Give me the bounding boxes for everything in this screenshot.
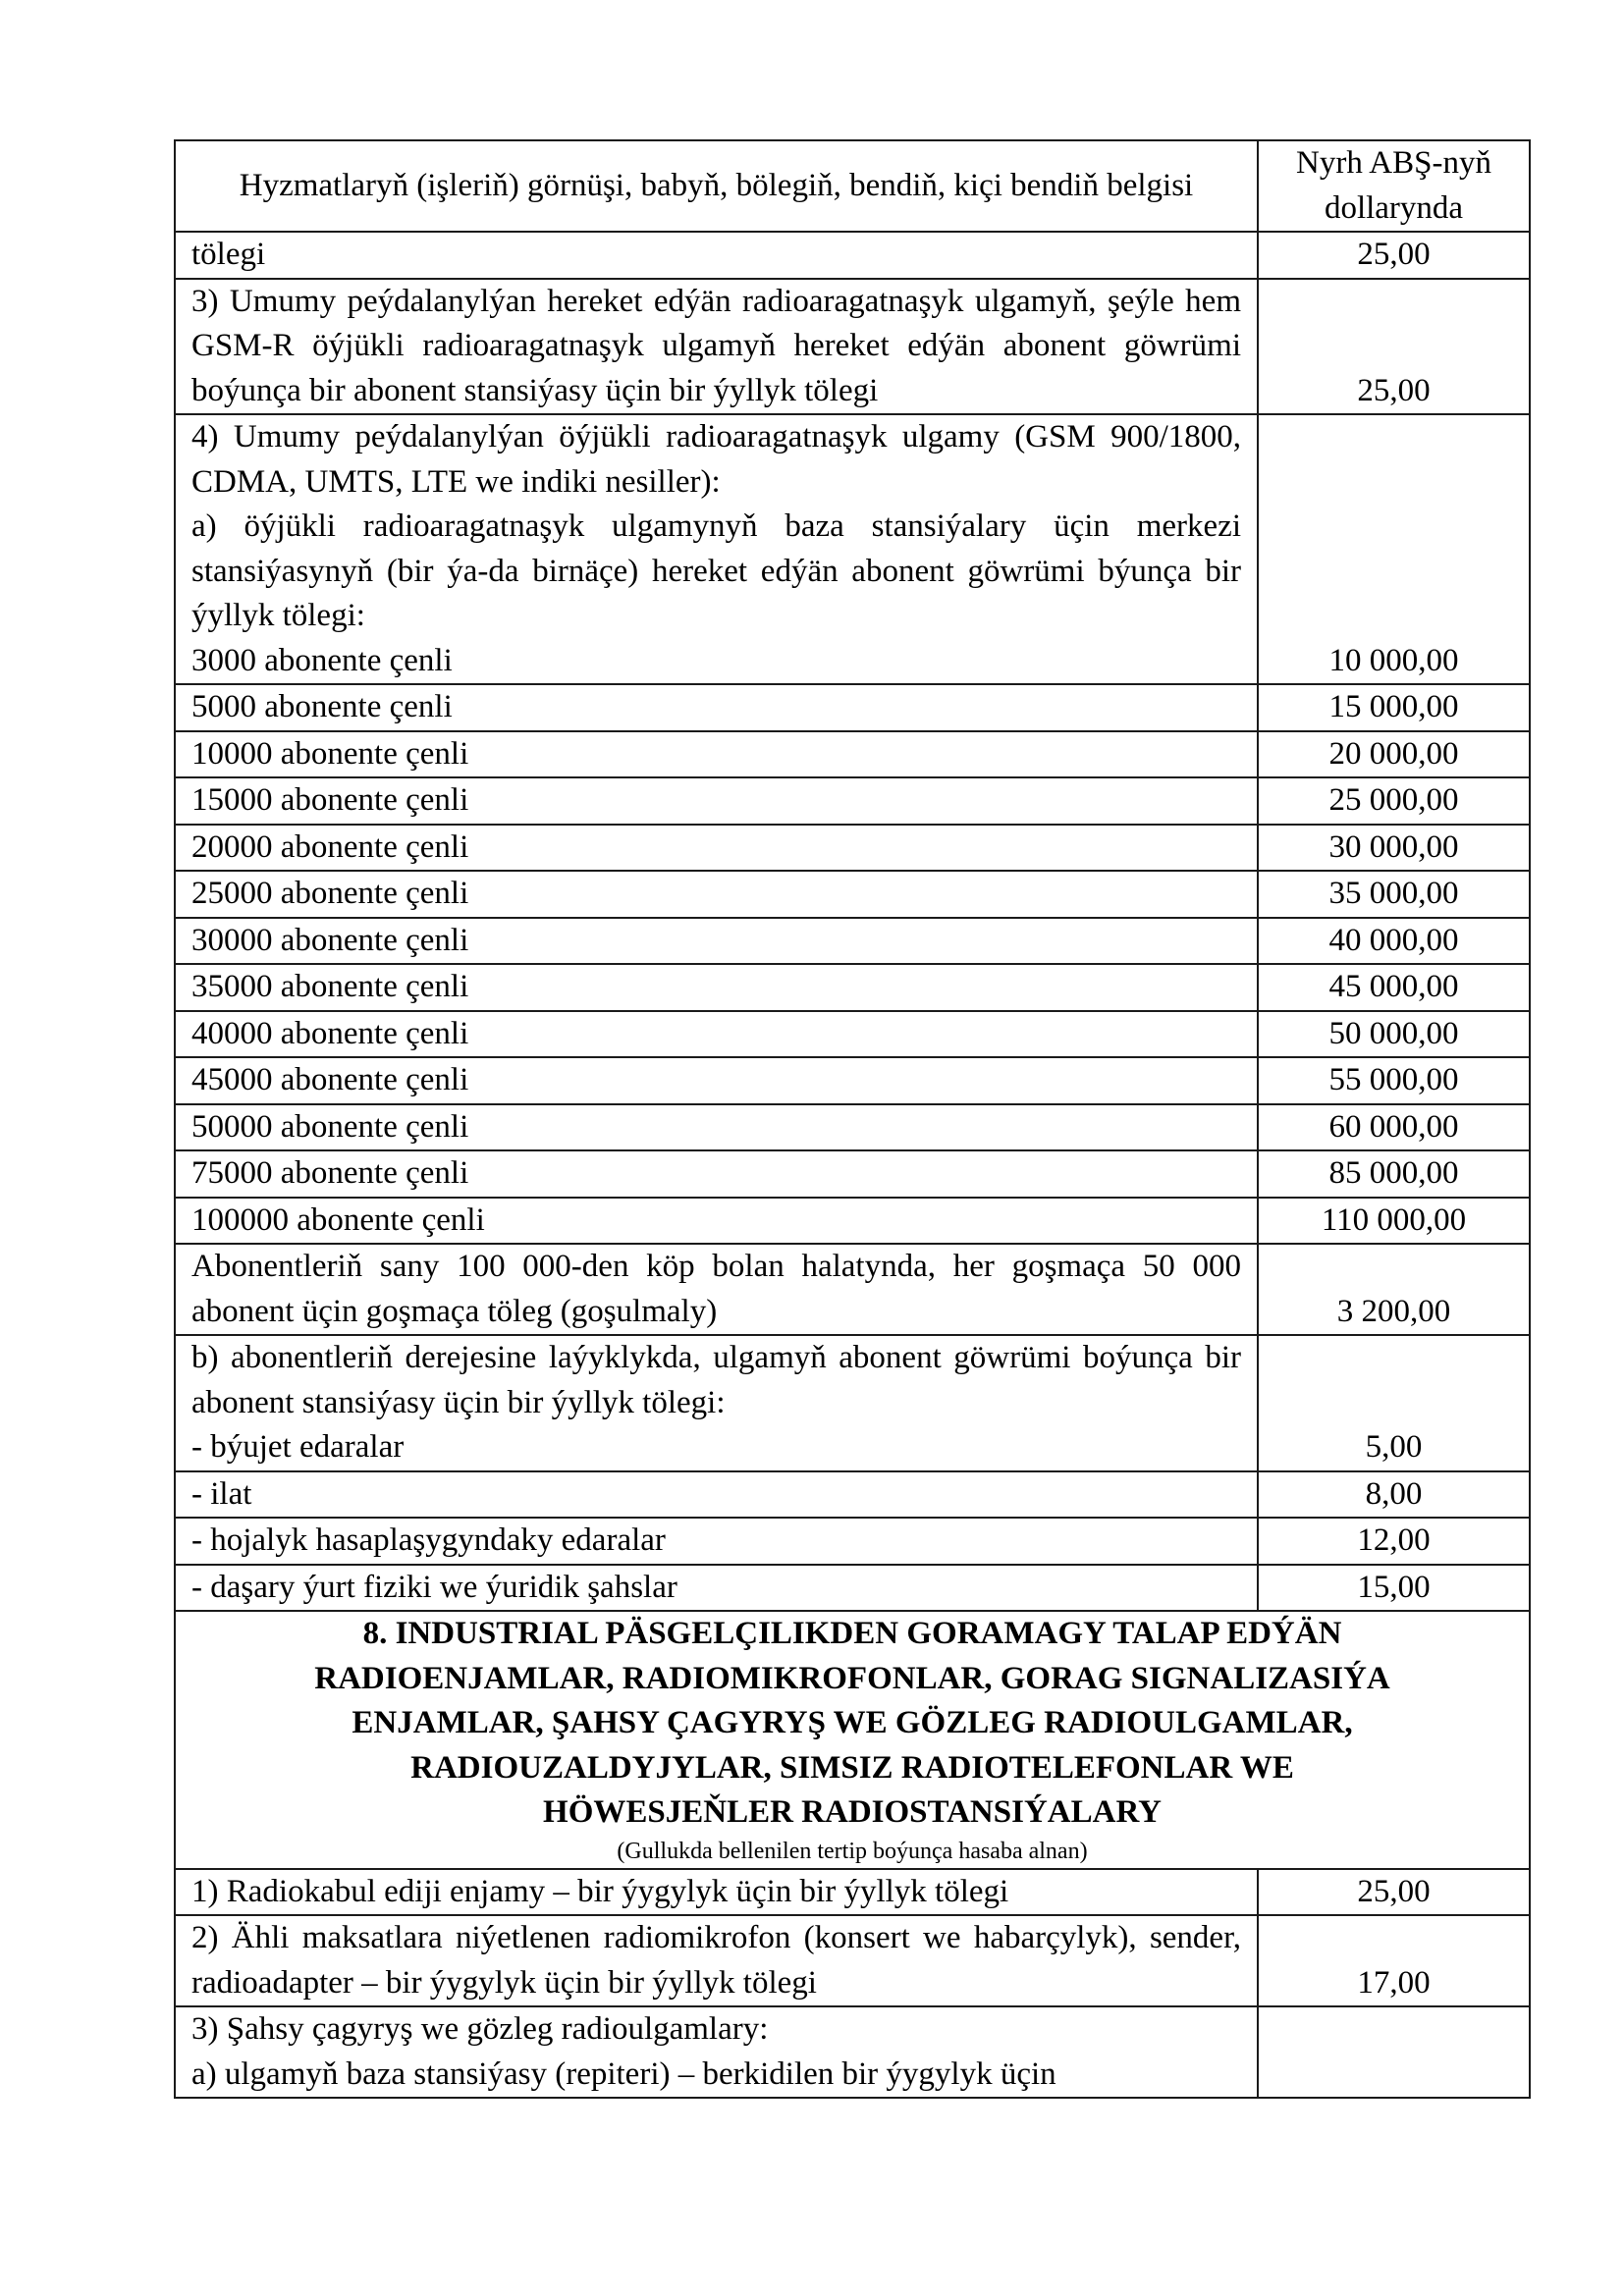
row-description — [175, 1104, 1258, 1151]
row-description — [175, 1057, 1258, 1104]
row-description — [175, 871, 1258, 918]
description-paragraph: - býujet edaralar — [191, 1429, 405, 1465]
header-description: Hyzmatlaryň (işleriň) görnüşi, babyň, bölegiň, bendiň, kiçi bendiň belgisi — [175, 140, 1258, 232]
description-paragraph: 40000 abonente çenli — [191, 1015, 469, 1051]
row-price: 25,00 — [1258, 1869, 1530, 1916]
row-description — [175, 1011, 1258, 1058]
table-row — [175, 279, 1530, 415]
row-price: 15 000,00 — [1258, 684, 1530, 731]
row-price: 55 000,00 — [1258, 1057, 1530, 1104]
description-paragraph: 10000 abonente çenli — [191, 735, 469, 772]
table-row — [175, 1565, 1530, 1612]
section-title-line: RADIOUZALDYJYLAR, SIMSIZ RADIOTELEFONLAR WE — [410, 1749, 1294, 1786]
table-row — [175, 1518, 1530, 1565]
row-description — [175, 964, 1258, 1011]
row-description — [175, 777, 1258, 825]
row-price — [1258, 2006, 1530, 2098]
section-title-line: ENJAMLAR, ŞAHSY ÇAGYRYŞ WE GÖZLEG RADIOULGAMLAR, — [352, 1705, 1353, 1740]
table-row — [175, 1915, 1530, 2006]
description-paragraph: 35000 abonente çenli — [191, 969, 469, 1004]
description-paragraph: tölegi — [191, 237, 266, 272]
description-paragraph: Abonentleriň sany 100 000-den köp bolan halatynda, her goşmaça 50 000 abonent üçin goşmaça töleg (goşulmaly) — [191, 1249, 1241, 1329]
row-price: 45 000,00 — [1258, 964, 1530, 1011]
section-title-line: HÖWESJEŇLER RADIOSTANSIÝALARY — [543, 1794, 1162, 1830]
row-description — [175, 1244, 1258, 1335]
description-paragraph: 1) Radiokabul ediji enjamy – bir ýygylyk üçin bir ýyllyk tölegi — [191, 1873, 1009, 1909]
row-description — [175, 232, 1258, 279]
section-heading — [175, 1611, 1530, 1869]
row-price: 10 000,00 — [1258, 414, 1530, 684]
table-row — [175, 1057, 1530, 1104]
table-row — [175, 825, 1530, 872]
description-paragraph: 3) Şahsy çagyryş we gözleg radioulgamlary: — [191, 2011, 769, 2047]
section-title-line: RADIOENJAMLAR, RADIOMIKROFONLAR, GORAG SIGNALIZASIÝA — [314, 1660, 1390, 1696]
row-price: 20 000,00 — [1258, 731, 1530, 778]
row-description — [175, 1471, 1258, 1519]
row-description — [175, 1565, 1258, 1612]
table-row — [175, 1198, 1530, 1245]
description-paragraph: - hojalyk hasaplaşygyndaky edaralar — [191, 1522, 666, 1558]
table-row — [175, 1335, 1530, 1471]
description-paragraph: 15000 abonente çenli — [191, 782, 469, 818]
row-description — [175, 279, 1258, 415]
row-description — [175, 1198, 1258, 1245]
section-heading-row — [175, 1611, 1530, 1869]
table-row — [175, 871, 1530, 918]
section-subtitle: (Gullukda bellenilen tertip boýunça hasaba alnan) — [617, 1838, 1088, 1864]
row-description — [175, 684, 1258, 731]
row-description — [175, 1150, 1258, 1198]
row-price: 25 000,00 — [1258, 777, 1530, 825]
tariff-table — [174, 139, 1531, 2099]
row-price: 35 000,00 — [1258, 871, 1530, 918]
table-row — [175, 1011, 1530, 1058]
description-paragraph: 100000 abonente çenli — [191, 1201, 485, 1238]
table-row — [175, 731, 1530, 778]
row-price: 25,00 — [1258, 232, 1530, 279]
description-paragraph: 3) Umumy peýdalanylýan hereket edýän radioaragatnaşyk ulgamyň, şeýle hem GSM-R öýjükli radioaragatnaşyk ulgamyň hereket edýän abonent göwrümi boýunça bir abonent stansiýasy üçin bir ýyllyk tölegi — [191, 283, 1241, 408]
description-paragraph: 20000 abonente çenli — [191, 828, 469, 865]
section-title-line: 8. INDUSTRIAL PÄSGELÇILIKDEN GORAMAGY TALAP EDÝÄN — [362, 1616, 1342, 1651]
description-paragraph: 45000 abonente çenli — [191, 1062, 469, 1097]
table-row — [175, 414, 1530, 684]
table-header-row — [175, 140, 1530, 232]
row-price: 110 000,00 — [1258, 1198, 1530, 1245]
row-price: 15,00 — [1258, 1565, 1530, 1612]
row-price: 25,00 — [1258, 279, 1530, 415]
table-row — [175, 1150, 1530, 1198]
table-row — [175, 232, 1530, 279]
table-row — [175, 1244, 1530, 1335]
row-price: 3 200,00 — [1258, 1244, 1530, 1335]
header-price: Nyrh ABŞ-nyň dollarynda — [1258, 140, 1530, 232]
table-row — [175, 1104, 1530, 1151]
description-paragraph: 3000 abonente çenli — [191, 642, 453, 678]
row-price: 85 000,00 — [1258, 1150, 1530, 1198]
description-paragraph: a) öýjükli radioaragatnaşyk ulgamynyň baza stansiýalary üçin merkezi stansiýasynyň (bir ýa-da birnäçe) hereket edýän abonent göwrümi býunça bir ýyllyk tölegi: — [191, 508, 1241, 633]
row-price: 60 000,00 — [1258, 1104, 1530, 1151]
row-description — [175, 1869, 1258, 1916]
table-row — [175, 1869, 1530, 1916]
row-description — [175, 2006, 1258, 2098]
description-paragraph: a) ulgamyň baza stansiýasy (repiteri) – berkidilen bir ýygylyk üçin — [191, 2056, 1056, 2092]
description-paragraph: 25000 abonente çenli — [191, 876, 469, 911]
row-description — [175, 1518, 1258, 1565]
table-row — [175, 684, 1530, 731]
table-row — [175, 777, 1530, 825]
row-description — [175, 414, 1258, 684]
row-description — [175, 1915, 1258, 2006]
row-description — [175, 918, 1258, 965]
table-row — [175, 964, 1530, 1011]
row-price: 40 000,00 — [1258, 918, 1530, 965]
row-price: 8,00 — [1258, 1471, 1530, 1519]
description-paragraph: 75000 abonente çenli — [191, 1155, 469, 1191]
row-price: 30 000,00 — [1258, 825, 1530, 872]
description-paragraph: 50000 abonente çenli — [191, 1108, 469, 1145]
table-row — [175, 2006, 1530, 2098]
row-price: 5,00 — [1258, 1335, 1530, 1471]
table-row — [175, 918, 1530, 965]
row-description — [175, 825, 1258, 872]
row-description — [175, 1335, 1258, 1471]
description-paragraph: b) abonentleriň derejesine laýyklykda, ulgamyň abonent göwrümi boýunça bir abonent stansiýasy üçin bir ýyllyk tölegi: — [191, 1340, 1241, 1420]
description-paragraph: 2) Ähli maksatlara niýetlenen radiomikrofon (konsert we habarçylyk), sender, radioadapter – bir ýygylyk üçin bir ýyllyk tölegi — [191, 1920, 1241, 2001]
row-description — [175, 731, 1258, 778]
description-paragraph: - daşary ýurt fiziki we ýuridik şahslar — [191, 1569, 677, 1605]
row-price: 17,00 — [1258, 1915, 1530, 2006]
description-paragraph: 30000 abonente çenli — [191, 922, 469, 958]
description-paragraph: - ilat — [191, 1475, 252, 1512]
row-price: 12,00 — [1258, 1518, 1530, 1565]
description-paragraph: 5000 abonente çenli — [191, 689, 453, 724]
table-row — [175, 1471, 1530, 1519]
row-price: 50 000,00 — [1258, 1011, 1530, 1058]
description-paragraph: 4) Umumy peýdalanylýan öýjükli radioaragatnaşyk ulgamy (GSM 900/1800, CDMA, UMTS, LTE we indiki nesiller): — [191, 419, 1241, 500]
